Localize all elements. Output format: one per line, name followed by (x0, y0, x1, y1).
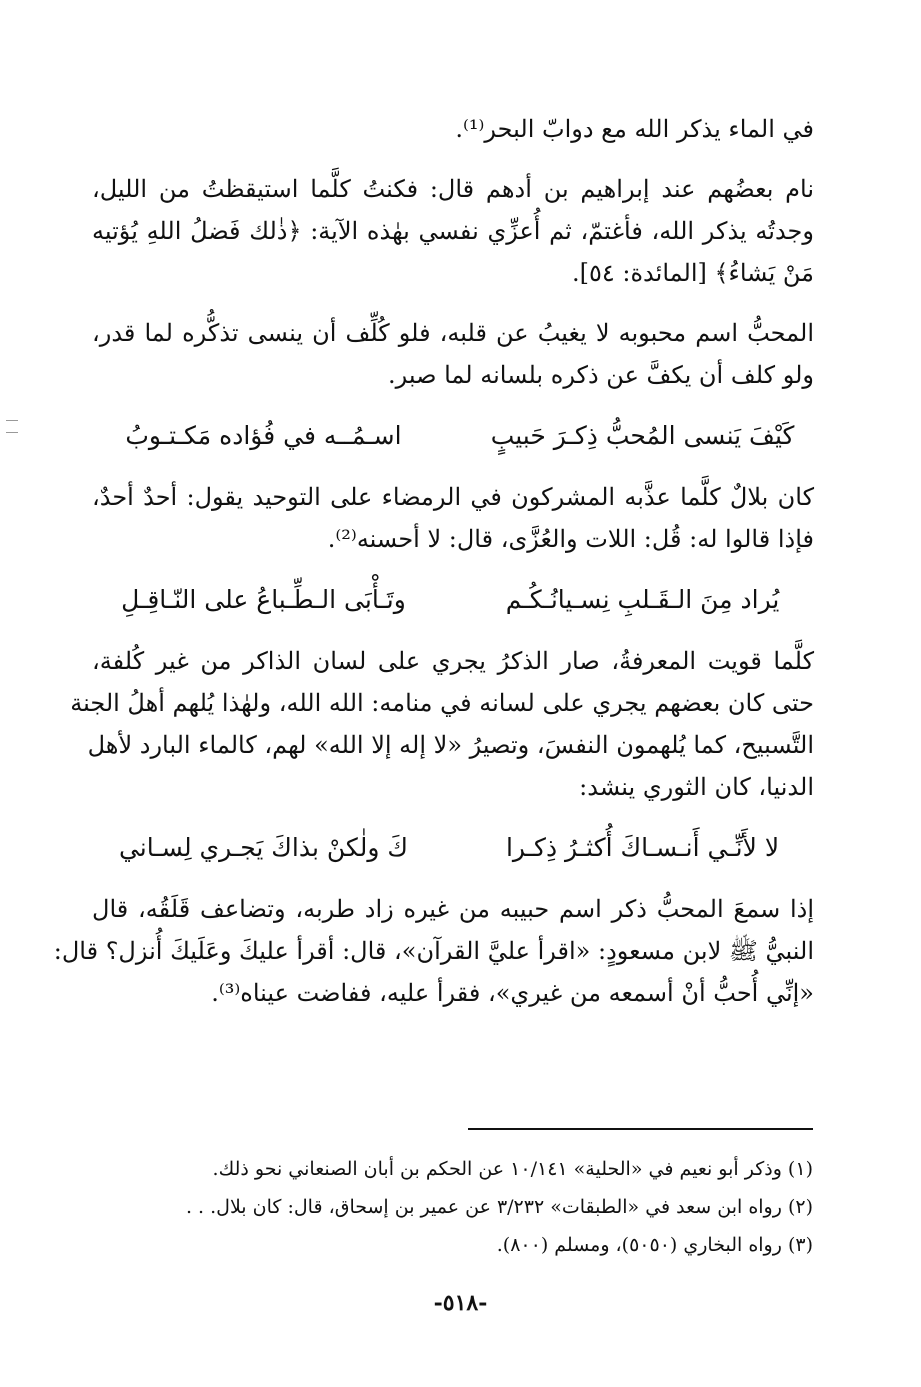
footnote: (١) وذكر أبو نعيم في «الحلية» ١٠/١٤١ عن الحكم بن أبان الصنعاني نحو ذلك. (212, 1158, 813, 1180)
text-line: نام بعضُهم عند إبراهيم بن أدهم قال: فكنتُ كلَّما استيقظتُ من الليل، (92, 175, 814, 203)
text-line: مَنْ يَشاءُ﴾ [المائدة: ٥٤]. (571, 259, 814, 287)
footnotes (113, 1150, 813, 1264)
verse-first-hemistich: لا لأَنِّـي أَنـسـاكَ أُكثـرُ ذِكـرا (505, 833, 780, 862)
verse-second-hemistich: اسـمُــه في فُؤاده مَكـتـوبُ (125, 421, 402, 450)
text-line: «إنِّي أُحبُّ أنْ أسمعه من غيري»، فقرأ عليه، ففاضت عيناه⁽³⁾. (211, 979, 814, 1007)
text-line: إذا سمعَ المحبُّ ذكر اسم حبيبه من غيره زاد طربه، وتضاعف قَلَقُه، قال (92, 895, 814, 923)
footnote-separator (468, 1128, 813, 1130)
paragraph (92, 476, 814, 560)
footnote: (٢) رواه ابن سعد في «الطبقات» ٣/٢٣٢ عن عمير بن إسحاق، قال: كان بلال. . . (185, 1196, 813, 1218)
page-number: -٥١٨- (433, 1290, 488, 1316)
poetry-verse (102, 826, 804, 870)
text-line: فإذا قالوا له: قُل: اللات والعُزَّى، قال: لا أحسنه⁽²⁾. (327, 525, 814, 553)
text-line: كان بلالٌ كلَّما عذَّبه المشركون في الرمضاء على التوحيد يقول: أحدٌ أحدٌ، (92, 483, 814, 511)
paragraph (53, 888, 814, 1014)
text-line: الدنيا، كان الثوري ينشد: (579, 773, 814, 801)
verse-first-hemistich: يُراد مِنَ الـقَـلبِ نِسـيانُـكُـم (505, 585, 780, 614)
text-line: في الماء يذكر الله مع دوابّ البحر⁽¹⁾. (455, 115, 814, 143)
footnote: (٣) رواه البخاري (٥٠٥٠)، ومسلم (٨٠٠). (496, 1234, 813, 1256)
text-line: النبيُّ ﷺ لابن مسعودٍ: «اقرأ عليَّ القرآن»، قال: أقرأ عليكَ وعَلَيكَ أُنزل؟ قال: (53, 937, 814, 965)
text-line: حتى كان بعضهم يجري على لسانه في منامه: الله الله، ولهٰذا يُلهم أهلُ الجنة (70, 689, 814, 717)
paragraph (92, 312, 814, 396)
scan-mark (6, 420, 18, 421)
scan-mark (6, 432, 18, 433)
text-line: كلَّما قويت المعرفةُ، صار الذكرُ يجري على لسان الذاكر من غير كُلفة، (92, 647, 814, 675)
paragraph (70, 640, 814, 808)
scan-margin-marks (6, 420, 20, 620)
text-line: وجدتُه يذكر الله، فأغتمّ، ثم أُعزِّي نفسي بهٰذه الآية: ﴿ذٰلك فَضلُ اللهِ يُؤتيه (92, 217, 814, 245)
poetry-verse (102, 414, 804, 458)
page-body (53, 108, 814, 1032)
verse-second-hemistich: كَ ولٰكنْ بذاكَ يَجـري لِسـاني (118, 833, 408, 862)
paragraph (92, 108, 814, 150)
paragraph (92, 168, 814, 294)
text-line: التَّسبيح، كما يُلهمون النفسَ، وتصيرُ «لا إله إلا الله» لهم، كالماء البارد لأهل (87, 731, 814, 759)
verse-first-hemistich: كَيْفَ يَنسى المُحبُّ ذِكـرَ حَبيبٍ (490, 421, 795, 450)
text-line: المحبُّ اسم محبوبه لا يغيبُ عن قلبه، فلو كُلِّف أن ينسى تذكُّره لما قدر، (92, 319, 814, 347)
poetry-verse (102, 578, 804, 622)
text-line: ولو كلف أن يكفَّ عن ذكره بلسانه لما صبر. (387, 361, 814, 389)
verse-second-hemistich: وتَـأْبَى الـطِّـباعُ على النّـاقِـلِ (121, 585, 406, 614)
